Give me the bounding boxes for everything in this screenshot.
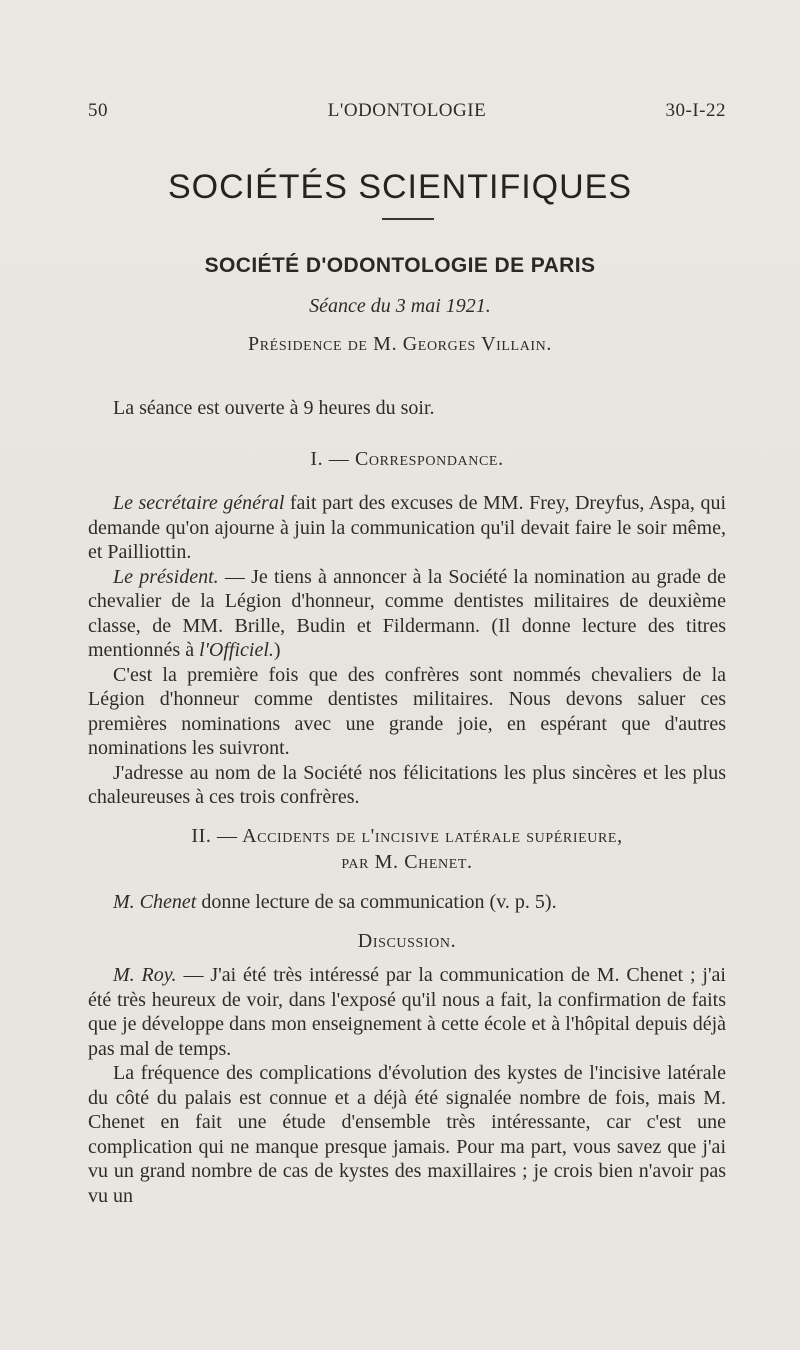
journal-title: L'ODONTOLOGIE (327, 100, 487, 121)
paragraph: Le président. — Je tiens à annoncer à la Société la nomination au grade de chevalier de la Légion d'honneur, comme dentistes militaires de deuxième classe, de MM. Brille, Budin et Fildermann. (Il donne lecture des titres mentionnés à l'Officiel.) (88, 565, 726, 661)
paragraph: J'adresse au nom de la Société nos félicitations les plus sincères et les plus chaleureuses à ces trois confrères. (88, 761, 726, 808)
title-divider (382, 218, 434, 220)
page-number: 50 (88, 100, 108, 121)
running-head (88, 100, 726, 126)
section-2-heading: II. — Accidents de l'incisive latérale supérieure, par M. Chenet. (191, 825, 623, 873)
seance-date: Séance du 3 mai 1921. (309, 295, 491, 317)
section-1-heading: I. — Correspondance. (310, 448, 504, 470)
discussion-body (88, 963, 726, 1208)
paragraph: La fréquence des complications d'évolution des kystes de l'incisive latérale du côté du palais est connue et a déjà été signalée nombre de fois, mais M. Chenet en fait une étude d'ensemble très intéressante, car c'est une complication qui ne manque presque jamais. Pour ma part, vous savez que j'ai vu un grand nombre de cas de kystes des maxillaires ; je crois bien n'avoir pas vu un (88, 1062, 726, 1207)
discussion-heading: Discussion. (357, 930, 457, 952)
section-title: SOCIÉTÉS SCIENTIFIQUES (167, 168, 633, 206)
issue-date: 30-I-22 (665, 100, 726, 121)
chenet-paragraph: M. Chenet donne lecture de sa communication (v. p. 5). (113, 891, 557, 913)
paragraph: C'est la première fois que des confrères sont nommés chevaliers de la Légion d'honneur comme dentistes militaires. Nous devons saluer ces premières nominations avec une grande joie, en espérant que d'autres nominations les suivront. (88, 663, 726, 759)
paragraph: M. Roy. — J'ai été très intéressé par la communication de M. Chenet ; j'ai été très heureux de voir, dans l'exposé qu'il nous a fait, la confirmation de faits que je développe dans mon enseignement à cette école et à l'hôpital depuis déjà pas mal de temps. (88, 964, 726, 1060)
opening-paragraph: La séance est ouverte à 9 heures du soir. (113, 397, 435, 419)
presidence-line: Présidence de M. Georges Villain. (248, 333, 552, 355)
society-title: SOCIÉTÉ D'ODONTOLOGIE DE PARIS (204, 254, 596, 277)
section-1-body (88, 491, 726, 810)
paragraph: Le secrétaire général fait part des excuses de MM. Frey, Dreyfus, Aspa, qui demande qu'on ajourne à juin la communication qu'il devait faire le soir même, et Pailliottin. (88, 492, 726, 563)
